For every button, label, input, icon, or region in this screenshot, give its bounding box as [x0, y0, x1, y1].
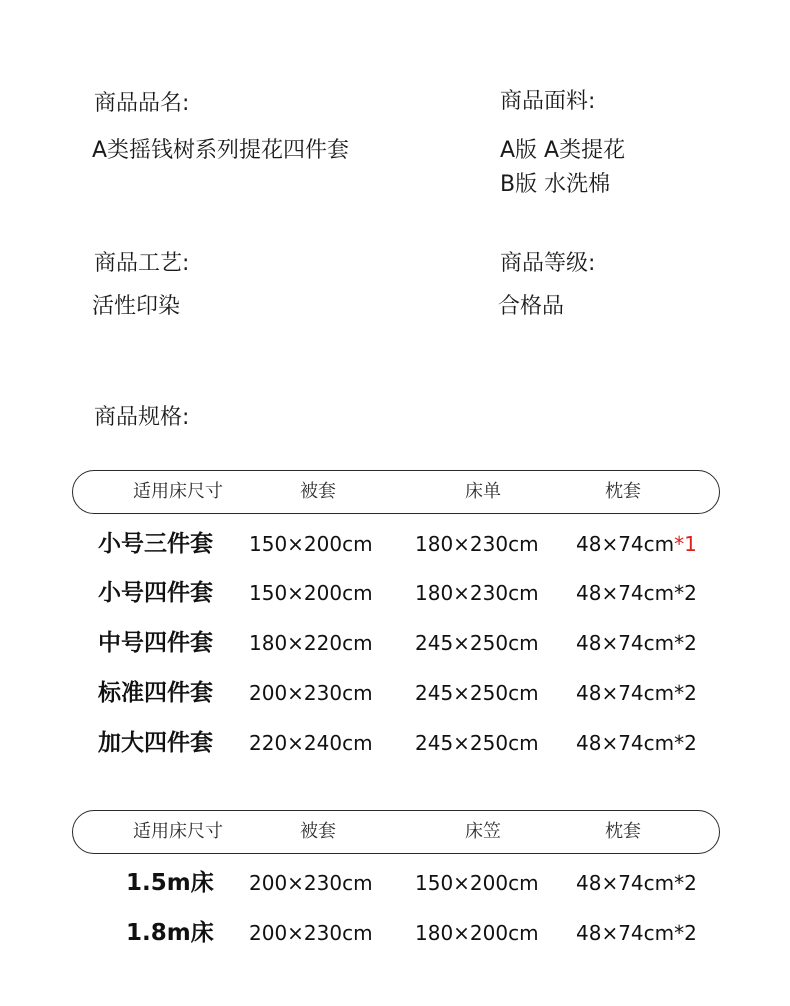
- table-row: [0, 863, 790, 903]
- row-pillow-mult: *1: [674, 532, 697, 556]
- craft-value: 活性印染: [92, 294, 181, 319]
- row-pillow: [576, 623, 697, 663]
- table-row: [0, 524, 790, 564]
- row-pillow-mult: *2: [674, 681, 697, 705]
- row-size-name: 1.5m床: [126, 870, 214, 896]
- row-size-name: 加大四件套: [98, 730, 213, 756]
- row-size-name: 中号四件套: [98, 630, 213, 656]
- row-size-name: 标准四件套: [98, 680, 213, 706]
- spec-label: 商品规格:: [94, 405, 190, 430]
- row-duvet: 200×230cm: [249, 921, 373, 945]
- row-pillow-mult: *2: [674, 731, 697, 755]
- table-row: [0, 913, 790, 953]
- row-pillow-size: 48×74cm: [576, 581, 675, 605]
- table1-header-sheet: 床单: [465, 481, 501, 502]
- row-pillow-size: 48×74cm: [576, 631, 675, 655]
- row-pillow: [576, 913, 697, 953]
- table2-header-duvet: 被套: [300, 821, 336, 842]
- craft-label: 商品工艺:: [94, 251, 190, 276]
- row-pillow-size: 48×74cm: [576, 921, 675, 945]
- row-sheet: 245×250cm: [415, 731, 539, 755]
- product-name-value: A类摇钱树系列提花四件套: [92, 138, 350, 163]
- table2-header-pillow: 枕套: [605, 821, 641, 842]
- table2-header-fitted-sheet: 床笠: [465, 821, 501, 842]
- row-pillow-mult: *2: [674, 871, 697, 895]
- grade-value: 合格品: [498, 294, 565, 319]
- row-pillow-size: 48×74cm: [576, 681, 675, 705]
- table1-header-duvet: 被套: [300, 481, 336, 502]
- table1-header: [72, 470, 720, 514]
- row-pillow: [576, 524, 697, 564]
- row-pillow: [576, 723, 697, 763]
- fabric-line-b: B版 水洗棉: [500, 172, 611, 197]
- row-duvet: 200×230cm: [249, 681, 373, 705]
- row-duvet: 220×240cm: [249, 731, 373, 755]
- grade-label: 商品等级:: [500, 251, 596, 276]
- row-duvet: 180×220cm: [249, 631, 373, 655]
- row-pillow-size: 48×74cm: [576, 731, 675, 755]
- product-name-label: 商品品名:: [94, 91, 190, 116]
- row-sheet: 180×230cm: [415, 581, 539, 605]
- row-pillow-mult: *2: [674, 581, 697, 605]
- row-pillow: [576, 863, 697, 903]
- row-fitted-sheet: 180×200cm: [415, 921, 539, 945]
- row-duvet: 200×230cm: [249, 871, 373, 895]
- table-row: [0, 673, 790, 713]
- row-duvet: 150×200cm: [249, 532, 373, 556]
- row-duvet: 150×200cm: [249, 581, 373, 605]
- row-size-name: 1.8m床: [126, 920, 214, 946]
- row-size-name: 小号三件套: [98, 531, 213, 557]
- row-pillow-mult: *2: [674, 921, 697, 945]
- table-row: [0, 573, 790, 613]
- row-fitted-sheet: 150×200cm: [415, 871, 539, 895]
- row-size-name: 小号四件套: [98, 580, 213, 606]
- row-pillow: [576, 673, 697, 713]
- row-sheet: 245×250cm: [415, 631, 539, 655]
- row-sheet: 180×230cm: [415, 532, 539, 556]
- fabric-label: 商品面料:: [500, 89, 596, 114]
- table2-header-bed-size: 适用床尺寸: [133, 821, 223, 842]
- row-pillow-size: 48×74cm: [576, 532, 675, 556]
- row-sheet: 245×250cm: [415, 681, 539, 705]
- row-pillow-size: 48×74cm: [576, 871, 675, 895]
- table-row: [0, 723, 790, 763]
- table2-header: [72, 810, 720, 854]
- row-pillow-mult: *2: [674, 631, 697, 655]
- row-pillow: [576, 573, 697, 613]
- table-row: [0, 623, 790, 663]
- table1-header-bed-size: 适用床尺寸: [133, 481, 223, 502]
- fabric-line-a: A版 A类提花: [500, 138, 626, 163]
- table1-header-pillow: 枕套: [605, 481, 641, 502]
